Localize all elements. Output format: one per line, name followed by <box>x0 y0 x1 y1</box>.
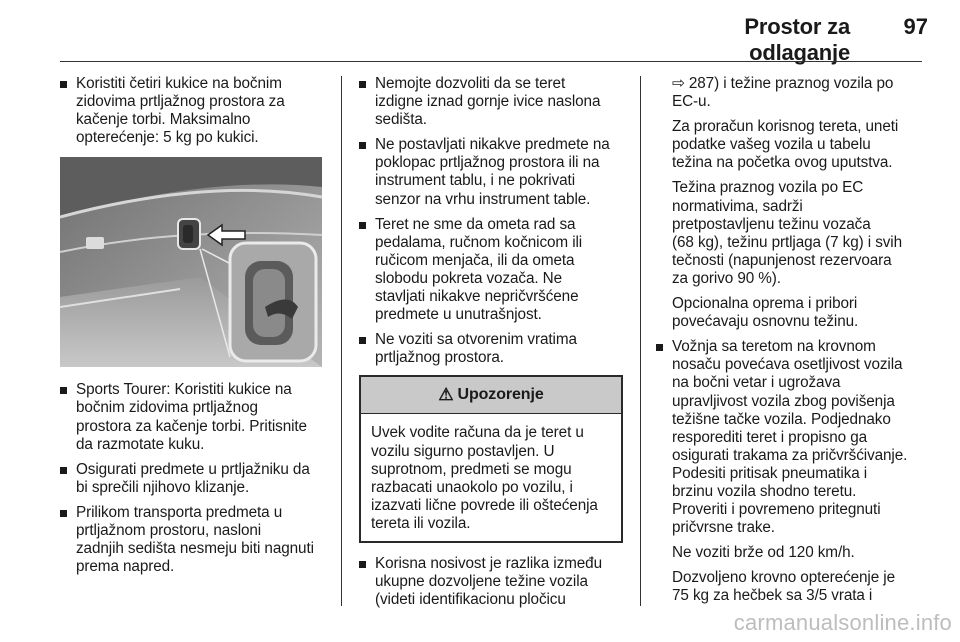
page-title: Prostor za odlaganje <box>744 14 850 65</box>
bullet-roof-rack <box>656 338 928 537</box>
text-line: instrument tablu, i ne pokrivati <box>375 172 576 190</box>
paragraph-speed-limit <box>656 544 928 562</box>
text-line: normativima, sadrži <box>672 197 803 215</box>
bullet-hooks <box>60 75 328 147</box>
text-line: Opcionalna oprema i pribori <box>672 295 858 313</box>
text-line: težina na početka ovog uputstva. <box>672 154 893 172</box>
column-divider-2 <box>640 76 641 606</box>
text-line: Težina praznog vozila po EC <box>672 179 864 197</box>
column-divider-1 <box>341 76 342 606</box>
bullet-marker <box>656 344 663 351</box>
text-line: tečnosti (napunjenost rezervoara <box>672 251 892 269</box>
text-line: na bočni vetar i ugrožava <box>672 374 841 392</box>
text-line: Koristiti četiri kukice na bočnim <box>76 75 282 92</box>
column-1 <box>60 75 328 583</box>
page-number: 97 <box>903 14 928 39</box>
paragraph-roof-load <box>656 569 928 605</box>
text-line: Proveriti i povremeno pritegnuti <box>672 501 881 519</box>
text-line: povećavaju osnovnu težinu. <box>672 313 859 331</box>
bullet-pedals <box>359 216 623 325</box>
text-line: izazvati lične povrede ili oštećenja <box>371 496 598 514</box>
bullet-marker <box>60 81 67 88</box>
bullet-marker <box>359 81 366 88</box>
bullet-sports-tourer <box>60 381 328 453</box>
paragraph-empty-weight-ref <box>656 75 928 111</box>
warning-title: Upozorenje <box>457 386 544 404</box>
text-line: pretpostavljenu težinu vozača <box>672 215 871 233</box>
watermark: carmanualsonline.info <box>733 610 952 635</box>
warning-box <box>359 375 623 543</box>
bullet-marker <box>60 510 67 517</box>
text-line: 75 kg za hečbek sa 3/5 vrata i <box>672 587 873 605</box>
text-line: izdigne iznad gornje ivice naslona <box>375 93 601 111</box>
trunk-hook-photo <box>60 157 322 367</box>
text-line: prostora za kačenje torbi. Pritisnite <box>76 417 307 435</box>
bullet-secure-items <box>60 461 328 497</box>
text-line: pedalama, ručnom kočnicom ili <box>375 233 583 251</box>
text-line: pričvrsne trake. <box>672 519 775 537</box>
text-line: poklopac prtljažnog prostora ili na <box>375 154 600 172</box>
text-line: Nemojte dozvoliti da se teret <box>375 75 566 92</box>
text-line: zidovima prtljažnog prostora za <box>76 93 285 111</box>
text-line: opterećenje: 5 kg po kukici. <box>76 129 259 147</box>
text-line: predmete u unutrašnjost. <box>375 306 542 324</box>
text-line: brzinu vozila shodno teretu. <box>672 482 857 500</box>
warning-text <box>361 414 621 541</box>
bullet-transport <box>60 504 328 576</box>
text-line: za gorivo 90 %). <box>672 269 781 287</box>
text-line: prtljažnog prostora. <box>375 349 504 367</box>
text-line: suprotnom, predmeti se mogu <box>371 460 572 478</box>
text-line: Dozvoljeno krovno opterećenje je <box>672 569 895 587</box>
text-line: Teret ne sme da ometa rad sa <box>375 215 576 233</box>
text-line: Prilikom transporta predmeta u <box>76 503 283 521</box>
text-line: Ne voziti brže od 120 km/h. <box>672 544 855 562</box>
bullet-no-objects <box>359 136 623 208</box>
text-line: Uvek vodite računa da je teret u <box>371 424 584 442</box>
text-line: upravljivost vozila zbog povišenja <box>672 392 895 410</box>
header-divider <box>60 61 922 62</box>
text-line: ukupne dozvoljene težine vozila <box>375 573 588 591</box>
bullet-marker <box>359 337 366 344</box>
bullet-marker <box>359 222 366 229</box>
text-line: Ne voziti sa otvorenim vratima <box>375 331 577 349</box>
warning-header <box>361 377 621 414</box>
paragraph-optional-equipment <box>656 295 928 331</box>
text-line: razbacati unaokolo po vozilu, i <box>371 478 573 496</box>
text-line: Ne postavljati nikakve predmete na <box>375 136 610 154</box>
text-line: EC-u. <box>672 93 711 111</box>
text-line: zadnjih sedišta nesmeju biti nagnuti <box>76 540 314 558</box>
text-line: ⇨ 287) i težine praznog vozila po <box>672 75 894 92</box>
text-line: kačenje torbi. Maksimalno <box>76 111 251 129</box>
paragraph-ec-weight <box>656 179 928 288</box>
text-line: nosaču povećava osetljivost vozila <box>672 356 903 374</box>
text-line: slobodu pokreta vozača. Ne <box>375 269 563 287</box>
text-line: Osigurati predmete u prtljažniku da <box>76 460 310 478</box>
text-line: Sports Tourer: Koristiti kukice na <box>76 381 292 399</box>
text-line: Korisna nosivost je razlika između <box>375 554 603 572</box>
text-line: Podesiti pritisak pneumatika i <box>672 464 868 482</box>
text-line: Vožnja sa teretom na krovnom <box>672 338 876 356</box>
text-line: sedišta. <box>375 111 427 129</box>
text-line: tereta ili vozila. <box>371 514 471 532</box>
text-line: resporediti teret i propisno ga <box>672 428 868 446</box>
bullet-marker <box>359 561 366 568</box>
bullet-payload <box>359 555 623 609</box>
text-line: (68 kg), težinu prtljaga (7 kg) i svih <box>672 233 903 251</box>
text-line: bočnim zidovima prtljažnog <box>76 399 258 417</box>
paragraph-payload-calc <box>656 118 928 172</box>
text-line: ručicom menjača, ili da ometa <box>375 251 575 269</box>
text-line: stavljati nikakve nepričvršćene <box>375 288 579 306</box>
bullet-load-height <box>359 75 623 129</box>
bullet-open-tailgate <box>359 331 623 367</box>
bullet-marker <box>359 142 366 149</box>
text-line: (videti identifikacionu pločicu <box>375 591 566 609</box>
bullet-marker <box>60 387 67 394</box>
text-line: vozilu sigurno postavljen. U <box>371 442 555 460</box>
column-2 <box>359 75 623 616</box>
text-line: težišne tačke vozila. Podjednako <box>672 410 891 428</box>
text-line: prtljažnom prostoru, nasloni <box>76 522 262 540</box>
text-line: osigurati trakama za pričvršćivanje. <box>672 446 908 464</box>
warning-triangle-icon: ⚠ <box>438 385 454 405</box>
text-line: Za proračun korisnog tereta, uneti <box>672 118 899 136</box>
text-line: da razmotate kuku. <box>76 435 205 453</box>
text-line: prema napred. <box>76 558 175 576</box>
text-line: podatke vašeg vozila u tabelu <box>672 136 871 154</box>
text-line: senzor na vrhu instrument table. <box>375 190 591 208</box>
column-3 <box>656 75 928 613</box>
text-line: bi sprečili njihovo klizanje. <box>76 478 250 496</box>
bullet-marker <box>60 467 67 474</box>
